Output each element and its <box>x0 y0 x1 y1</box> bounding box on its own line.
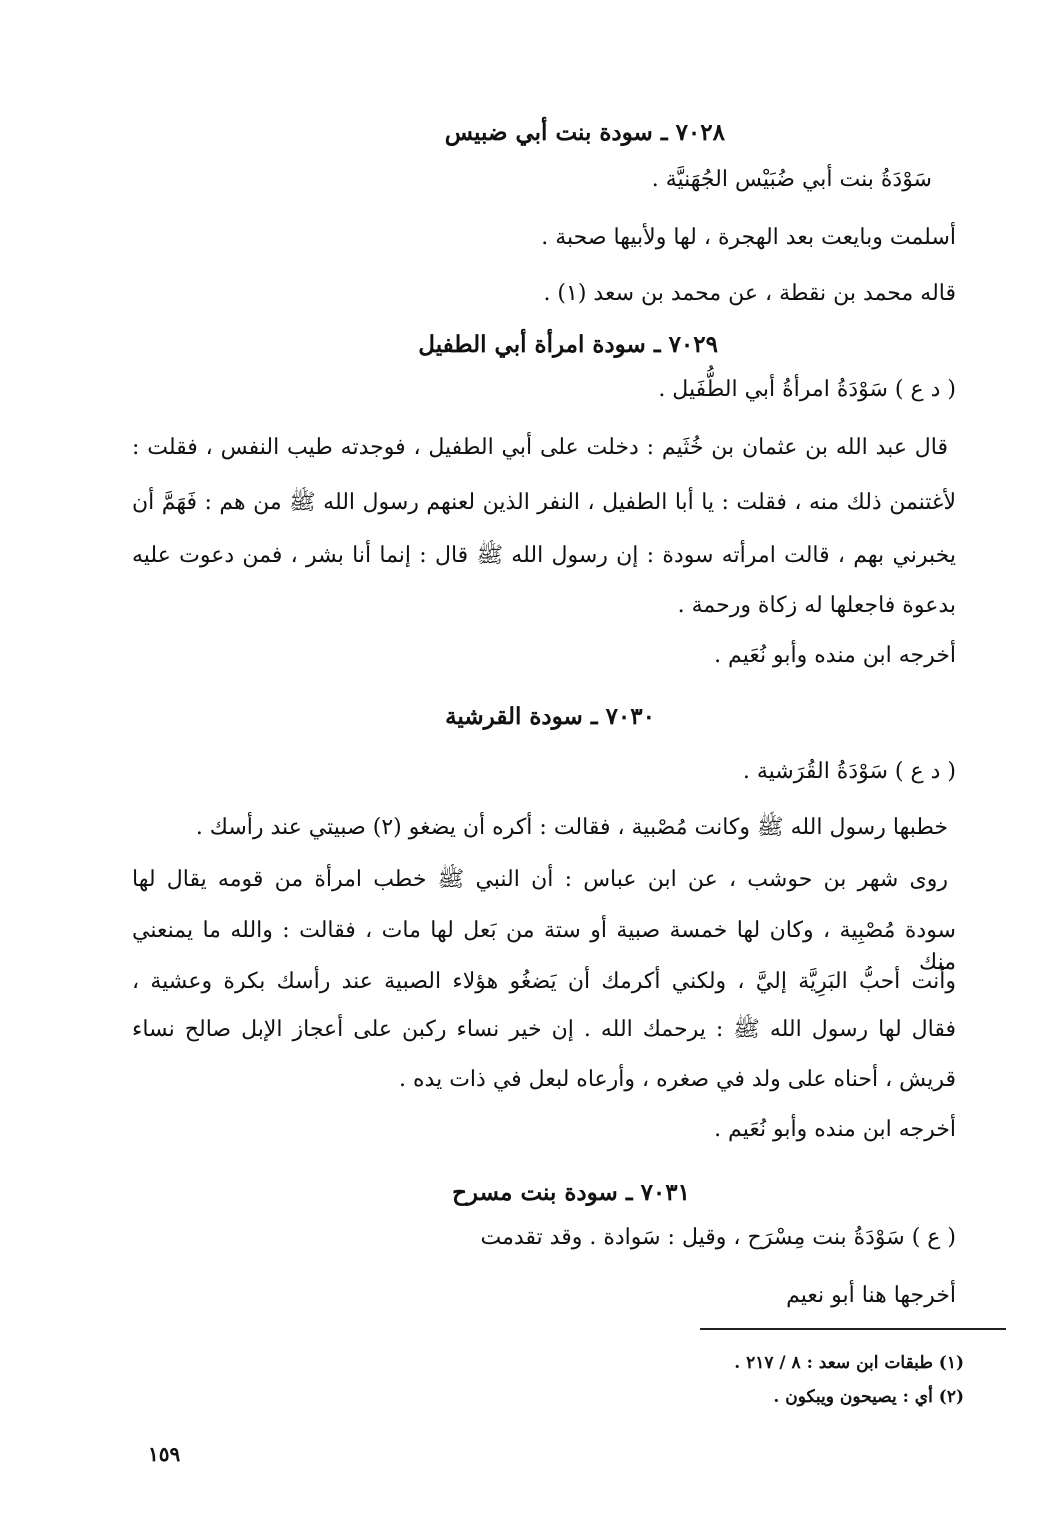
page-number: ١٥٩ <box>148 1442 181 1466</box>
entry-text-line: لأغتنمن ذلك منه ، فقلت : يا أبا الطفيل ، النفر الذين لعنهم رسول الله ﷺ من هم : فَهَمَّ أن <box>132 490 956 515</box>
entry-source-line: أخرجه ابن منده وأبو نُعَيم . <box>714 643 956 668</box>
entry-text-line: سودة مُصْبِية ، وكان لها خمسة صبية أو ستة من بَعل لها مات ، فقالت : والله ما يمنعني منك <box>132 918 956 975</box>
entry-heading: ٧٠٣١ ـ سودة بنت مسرح <box>452 1179 690 1206</box>
entry-text-line: يخبرني بهم ، قالت امرأته سودة : إن رسول الله ﷺ قال : إنما أنا بشر ، فمن دعوت عليه <box>132 543 956 568</box>
entry-heading: ٧٠٢٩ ـ سودة امرأة أبي الطفيل <box>418 331 718 358</box>
entry-text-line: فقال لها رسول الله ﷺ : يرحمك الله . إن خير نساء ركبن على أعجاز الإبل صالح نساء <box>132 1017 956 1042</box>
entry-text-line: ( د ع ) سَوْدَةُ امرأةُ أبي الطُّفَيل . <box>658 377 956 402</box>
footnote-divider <box>700 1328 1006 1330</box>
entry-text-line: قاله محمد بن نقطة ، عن محمد بن سعد (١) . <box>543 281 956 306</box>
entry-source-line: أخرجها هنا أبو نعيم <box>786 1283 956 1308</box>
entry-text-line: ( ع ) سَوْدَةُ بنت مِسْرَح ، وقيل : سَوادة . وقد تقدمت <box>480 1225 956 1250</box>
entry-text-line: قريش ، أحناه على ولد في صغره ، وأرعاه لبعل في ذات يده . <box>399 1067 956 1092</box>
entry-text-line: ( د ع ) سَوْدَةُ القُرَشية . <box>742 759 956 784</box>
entry-text-line: بدعوة فاجعلها له زكاة ورحمة . <box>677 593 956 618</box>
entry-text-line: خطبها رسول الله ﷺ وكانت مُصْبية ، فقالت : أكره أن يضغو (٢) صبيتي عند رأسك . <box>195 815 948 840</box>
entry-heading: ٧٠٢٨ ـ سودة بنت أبي ضبيس <box>444 119 725 146</box>
entry-heading: ٧٠٣٠ ـ سودة القرشية <box>445 703 655 730</box>
footnote: (٢) أي : يصيحون ويبكون . <box>773 1387 964 1407</box>
entry-text-line: روى شهر بن حوشب ، عن ابن عباس : أن النبي ﷺ خطب امرأة من قومه يقال لها <box>132 867 948 892</box>
entry-text-line: قال عبد الله بن عثمان بن خُثَيم : دخلت على أبي الطفيل ، فوجدته طيب النفس ، فقلت : <box>132 435 948 460</box>
entry-text-line: وأنت أحبُّ البَرِيَّة إليَّ ، ولكني أكرمك أن يَضغُو هؤلاء الصبية عند رأسك بكرة وعشية ، <box>132 969 956 994</box>
entry-source-line: أخرجه ابن منده وأبو نُعَيم . <box>714 1117 956 1142</box>
footnote: (١) طبقات ابن سعد : ٨ / ٢١٧ . <box>734 1353 964 1373</box>
entry-text-line: سَوْدَةُ بنت أبي ضُبَيْس الجُهَنيَّة . <box>651 167 932 192</box>
entry-text-line: أسلمت وبايعت بعد الهجرة ، لها ولأبيها صحبة . <box>541 225 956 250</box>
